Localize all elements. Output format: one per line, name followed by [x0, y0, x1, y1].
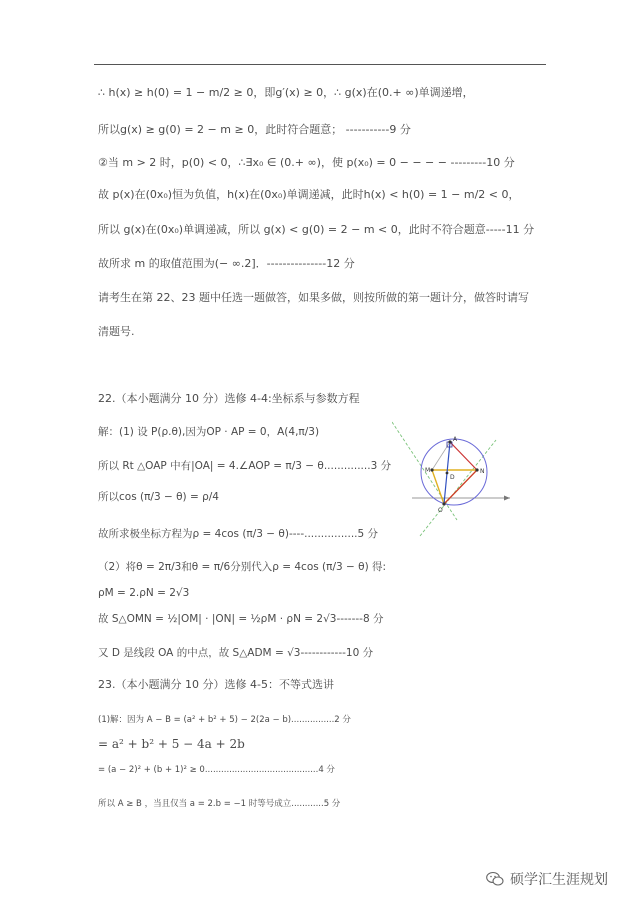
- label-d: D: [450, 474, 455, 481]
- segment-on: [444, 470, 477, 504]
- q23-title: 23.（本小题满分 10 分）选修 4-5：不等式选讲: [98, 678, 334, 691]
- text-line-7: 请考生在第 22、23 题中任选一题做答，如果多做，则按所做的第一题计分，做答时请写: [98, 291, 529, 304]
- text-line-5: 所以 g(x)在(0x₀)单调递减，所以 g(x) < g(0) = 2 − m < 0，此时不符合题意-----11 分: [98, 223, 535, 236]
- text-line-8: 清题号.: [98, 325, 135, 338]
- watermark-text: 硕学汇生涯规划: [510, 872, 608, 888]
- text-line-4: 故 p(x)在(0x₀)恒为负值，h(x)在(0x₀)单调递减，此时h(x) < h(0) = 1 − m/2 < 0，: [98, 188, 520, 201]
- q23-line-1: (1)解：因为 A − B = (a² + b² + 5) − 2(2a − b)................2 分: [98, 715, 351, 725]
- wechat-icon: [486, 871, 504, 887]
- circle: [421, 439, 487, 505]
- point-d: [446, 472, 449, 475]
- q22-line-1: 解：(1) 设 P(ρ.θ),因为OP · AP = 0，A(4,π/3): [98, 426, 320, 438]
- polar-geometry-figure: [392, 420, 512, 540]
- watermark: [486, 868, 608, 890]
- segment-an: [450, 442, 477, 470]
- point-o: [442, 502, 445, 505]
- point-m: [430, 468, 433, 471]
- q23-line-4: 所以 A ≥ B ，当且仅当 a = 2.b = −1 时等号成立............5 分: [98, 799, 341, 809]
- label-n: N: [480, 468, 485, 475]
- q22-line-4: 故所求极坐标方程为ρ = 4cos (π/3 − θ)----................5 分: [98, 528, 379, 540]
- q22-line-5: （2）将θ = 2π/3和θ = π/6分别代入ρ = 4cos (π/3 − θ) 得:: [98, 561, 387, 573]
- q22-title: 22.（本小题满分 10 分）选修 4-4:坐标系与参数方程: [98, 392, 360, 405]
- q22-line-8: 又 D 是线段 OA 的中点，故 S△ADM = √3------------10 分: [98, 647, 374, 659]
- q22-line-3: 所以cos (π/3 − θ) = ρ/4: [98, 491, 219, 503]
- point-n: [475, 468, 478, 471]
- q22-line-7: 故 S△OMN = ½|OM| · |ON| = ½ρM · ρN = 2√3-------8 分: [98, 613, 384, 625]
- ray-line: [420, 440, 496, 536]
- q23-line-3: = (a − 2)² + (b + 1)² ≥ 0..........................................4 分: [98, 765, 335, 775]
- text-line-1: ∴ h(x) ≥ h(0) = 1 − m/2 ≥ 0，即g′(x) ≥ 0，∴ g(x)在(0.+ ∞)单调递增，: [98, 86, 474, 99]
- label-o: O: [438, 507, 443, 514]
- label-m: M: [425, 467, 431, 474]
- text-line-2: 所以g(x) ≥ g(0) = 2 − m ≥ 0，此时符合题意； -----------9 分: [98, 123, 411, 136]
- label-a: A: [453, 436, 458, 443]
- point-a: [448, 440, 451, 443]
- q22-line-6: ρM = 2.ρN = 2√3: [98, 587, 190, 599]
- q23-line-2: = a² + b² + 5 − 4a + 2b: [98, 737, 245, 751]
- axis-arrow: [504, 496, 510, 501]
- text-line-6: 故所求 m 的取值范围为(− ∞.2]．---------------12 分: [98, 257, 355, 270]
- top-rule: [94, 64, 546, 65]
- text-line-3: ②当 m > 2 时，p(0) < 0，∴∃x₀ ∈ (0.+ ∞)，使 p(x₀) = 0 − − − − ---------10 分: [98, 156, 515, 169]
- q22-line-2: 所以 Rt △OAP 中有|OA| = 4.∠AOP = π/3 − θ..............3 分: [98, 460, 392, 472]
